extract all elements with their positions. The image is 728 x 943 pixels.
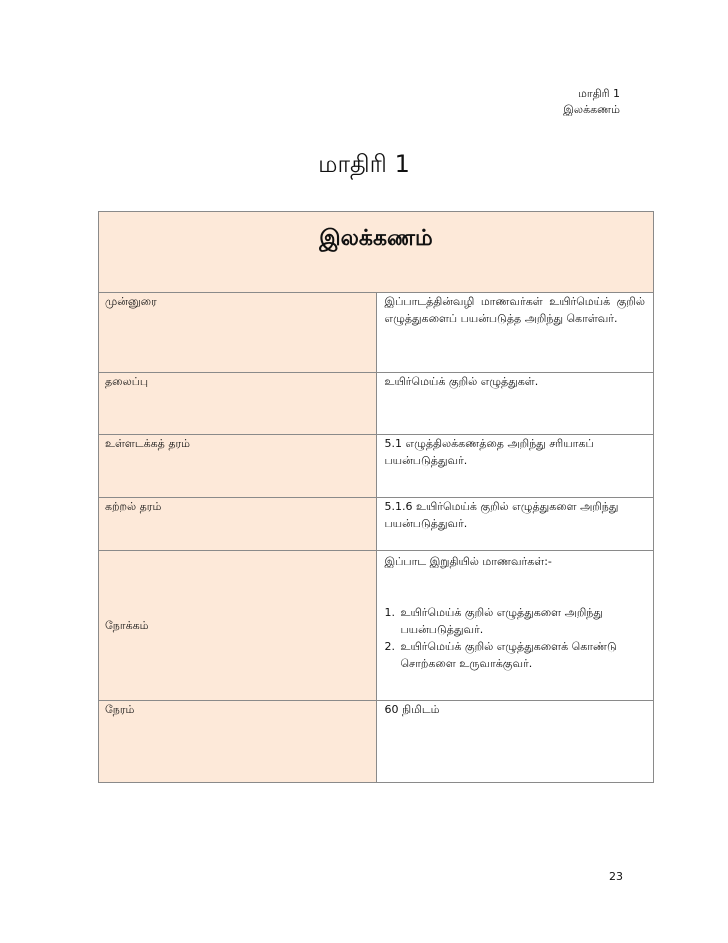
row-label-time: நேரம் xyxy=(99,701,377,783)
row-label-topic: தலைப்பு xyxy=(99,373,377,435)
list-item-number: 2. xyxy=(384,640,395,653)
table-heading: இலக்கணம் xyxy=(99,212,654,293)
lesson-plan-table xyxy=(98,211,654,783)
objective-intro: இப்பாட இறுதியில் மாணவர்கள்:- xyxy=(384,555,552,568)
list-item-text: உயிர்மெய்க் குறில் எழுத்துகளைக் கொண்டு சொற்களை உருவாக்குவர். xyxy=(400,640,617,670)
page-number: 23 xyxy=(609,870,623,883)
row-value-objective xyxy=(376,551,654,701)
list-item-number: 1. xyxy=(384,606,395,619)
table-row xyxy=(99,435,654,498)
table-row xyxy=(99,701,654,783)
page-title: மாதிரி 1 xyxy=(318,150,410,178)
header-line-2: இலக்கணம் xyxy=(563,103,620,116)
list-item xyxy=(385,638,646,672)
table-row xyxy=(99,373,654,435)
row-value-learning-standard: 5.1.6 உயிர்மெய்க் குறில் எழுத்துகளை அறிந்து பயன்படுத்துவர். xyxy=(376,498,654,551)
row-value-content-standard: 5.1 எழுத்திலக்கணத்தை அறிந்து சரியாகப் பயன்படுத்துவர். xyxy=(376,435,654,498)
row-label-learning-standard: கற்றல் தரம் xyxy=(99,498,377,551)
objective-list xyxy=(385,604,646,672)
row-value-intro: இப்பாடத்தின்வழி மாணவர்கள் உயிர்மெய்க் குறில் எழுத்துகளைப் பயன்படுத்த அறிந்து கொள்வர். xyxy=(376,293,654,373)
row-label-content-standard: உள்ளடக்கத் தரம் xyxy=(99,435,377,498)
table-row xyxy=(99,498,654,551)
list-item-text: உயிர்மெய்க் குறில் எழுத்துகளை அறிந்து பயன்படுத்துவர். xyxy=(400,606,603,636)
row-label-objective: நோக்கம் xyxy=(99,551,377,701)
header-line-1: மாதிரி 1 xyxy=(577,87,620,100)
running-header xyxy=(563,86,620,118)
table-row xyxy=(99,551,654,701)
table-row xyxy=(99,293,654,373)
list-item xyxy=(385,604,646,638)
row-value-time: 60 நிமிடம் xyxy=(376,701,654,783)
row-value-topic: உயிர்மெய்க் குறில் எழுத்துகள். xyxy=(376,373,654,435)
row-label-intro: முன்னுரை xyxy=(99,293,377,373)
